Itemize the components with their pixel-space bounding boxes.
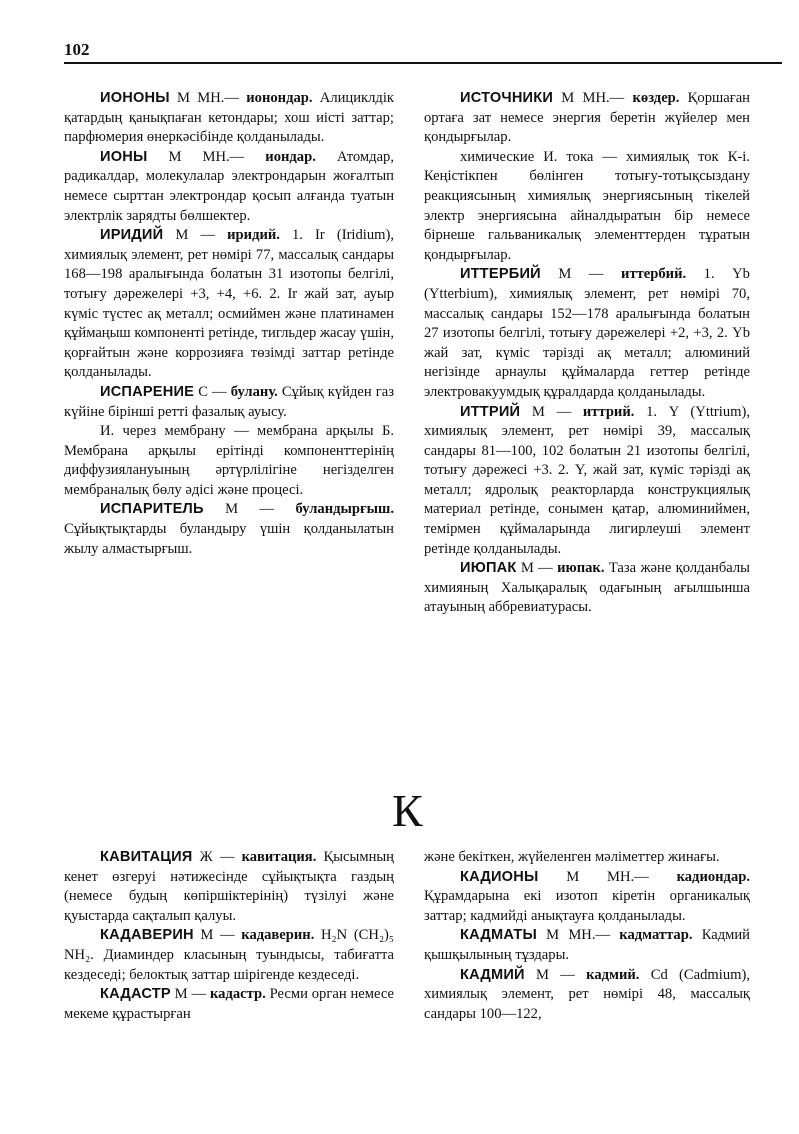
entry-definition: химические И. тока — химиялық ток К-і. Кеңістікпен бөлінген тотығу-тотықсыздану реакциясының химиялық энергиясының тікелей электр энергиясына айналдыратын бір немесе бірнеше гальваникалық элементтерден тұратын қондырғылар. — [424, 148, 750, 263]
entry-headword: КАВИТАЦИЯ — [100, 849, 193, 865]
entry-translation: иондар. — [244, 148, 316, 165]
entry-grammar: М — — [203, 501, 275, 518]
entry-translation: иттербий. — [603, 266, 687, 283]
dictionary-entry — [424, 148, 750, 266]
entry-headword: ИРИДИЙ — [100, 227, 164, 244]
entry-definition: Алициклдік қатардың қанықпаған кетондары; хош иісті заттар; парфюмерия өнеркәсібінде қолданылады. — [64, 90, 394, 146]
entry-definition: H₂N (CH₂)₅ NH₂. Диаминдер класының туындысы, табиғатта кездеседі; белоктық заттар шірігенде кездеседі. — [64, 927, 394, 983]
entry-definition: Атомдар, радикалдар, молекулалар электрондарын жоғалтып немесе сырттан электрондар қосып алғанда туатын электрлік зарядты бөлшектер. — [64, 148, 394, 224]
entry-translation: июпак. — [552, 560, 605, 577]
dictionary-entry — [64, 226, 394, 383]
entry-headword: ИСТОЧНИКИ — [460, 90, 554, 106]
entry-headword: КАДАВЕРИН — [100, 927, 194, 944]
entry-definition: И. через мембрану — мембрана арқылы Б. Мембрана арқылы ерітінді компоненттерінің диффузиялануының әртүрлілігіне негізделген мембраналық бөлу әдісі және процесі. — [64, 423, 394, 498]
entry-definition: Сұйықтықтарды буландыру үшін қолданылатын жылу алмастырғыш. — [64, 521, 394, 557]
entry-grammar: М — — [540, 266, 604, 283]
entry-definition: Қоршаған ортаға зат немесе энергия беретін жүйелер мен қондырғылар. — [424, 90, 750, 146]
entry-definition: Сұйық күйден газ күйіне бірінші ретті фазалық ауысу. — [64, 383, 395, 420]
page-number: 102 — [64, 40, 90, 59]
dictionary-entry — [424, 966, 750, 1025]
dictionary-entry — [64, 422, 394, 500]
entry-headword: ИОНОНЫ — [100, 90, 170, 106]
entry-headword: КАДАСТР — [100, 986, 171, 1003]
entry-grammar: М — — [170, 986, 207, 1003]
entry-translation: кадмий. — [574, 966, 640, 983]
entry-grammar: М МН.— — [147, 148, 245, 165]
entry-grammar: Ж — — [192, 849, 235, 865]
entry-headword: КАДИОНЫ — [460, 868, 539, 885]
entry-definition: және бекіткен, жүйеленген мәліметтер жинағы. — [424, 849, 720, 865]
dictionary-entry — [424, 89, 750, 148]
entry-definition: 1. Yb (Ytterbium), химиялық элемент, рет нөмірі 70, массалық сандары 152—178 аралығында болатын 27 изотопы белгілі, тотығу дәрежелері +2, +3, 2. Yb жай зат, күміс тәрізді ақ металл; алюминий негізінде арнаулы құймаларда геттер ретінде электровакуумдық құралдарда қолданылады. — [424, 266, 750, 400]
entry-grammar: С — — [194, 383, 227, 400]
left-column — [64, 89, 394, 559]
entry-grammar: М — — [516, 560, 553, 577]
entry-definition: 1. Y (Yttrium), химиялық элемент, рет нөмірі 39, массалық сандары 81—100, 102 болатын 21 изотопы белгілі, тотығу дәрежесі +3. 2. Y, жай зат, күміс тәрізді ақ металл; ядролық реакторларда конструкциялық материал ретінде, сонымен қатар, алюминиймен, темірмен құймаларында лигирлеуші элемент ретінде қолданылады. — [424, 403, 751, 557]
entry-definition: Құрамдарына екі изотоп кіретін органикалық заттар; кадмийді анықтауға қолданылады. — [424, 888, 750, 924]
dictionary-entry — [64, 985, 394, 1024]
entry-headword: ИСПАРИТЕЛЬ — [100, 501, 204, 518]
entry-grammar: М МН.— — [169, 90, 240, 106]
right-column — [424, 89, 750, 618]
entry-grammar: М — — [520, 403, 572, 420]
entry-translation: ионондар. — [239, 90, 313, 106]
dictionary-entry — [64, 148, 394, 226]
dictionary-entry — [64, 500, 394, 559]
dictionary-entry — [424, 403, 750, 560]
entry-definition: Қысымның кенет өзгеруі нәтижесінде сұйықтықта газдың (немесе будың көпіршіктерінің) түзілуі және қуыстарда сақталып қалуы. — [64, 849, 394, 924]
dictionary-entry — [424, 848, 750, 868]
entry-headword: ИТТЕРБИЙ — [460, 266, 541, 283]
entry-translation: көздер. — [624, 90, 680, 106]
entry-headword: КАДМАТЫ — [460, 927, 537, 944]
entry-headword: ИЮПАК — [460, 560, 517, 577]
entry-headword: ИСПАРЕНИЕ — [100, 383, 195, 400]
dictionary-entry — [64, 89, 394, 148]
entry-grammar: М МН.— — [536, 927, 611, 944]
entry-translation: иттрий. — [571, 403, 635, 420]
dictionary-entry — [424, 265, 750, 402]
left-column-section-k — [64, 848, 394, 1024]
entry-translation: кадиондар. — [648, 868, 751, 885]
entry-headword: ИТТРИЙ — [460, 403, 521, 420]
entry-definition: Ресми орган немесе мекеме құрастырған — [64, 986, 394, 1022]
entry-translation: кадматтар. — [610, 927, 693, 944]
dictionary-entry — [64, 926, 394, 985]
entry-grammar: М МН.— — [553, 90, 625, 106]
right-column-section-k — [424, 848, 750, 1024]
header-rule — [64, 62, 782, 64]
entry-definition: Таза және қолданбалы химияның Халықаралық одағының ағылшынша атауының аббревиатурасы. — [424, 560, 750, 616]
dictionary-entry — [424, 868, 750, 927]
section-letter: К — [392, 785, 423, 836]
entry-headword: ИОНЫ — [100, 148, 148, 165]
entry-translation: буландырғыш. — [274, 501, 394, 518]
dictionary-entry — [424, 926, 750, 965]
entry-translation: иридий. — [215, 227, 280, 244]
entry-translation: кадаверин. — [234, 927, 315, 944]
entry-grammar: М — — [163, 227, 216, 244]
dictionary-entry — [64, 848, 394, 926]
entry-translation: кадастр. — [206, 986, 266, 1003]
entry-translation: булану. — [226, 383, 278, 400]
entry-grammar: М — — [193, 927, 235, 944]
entry-definition: Cd (Cadmium), химиялық элемент, рет нөмірі 48, массалық сандары 100—122, — [424, 966, 750, 1022]
entry-headword: КАДМИЙ — [460, 966, 525, 983]
dictionary-entry — [64, 383, 394, 422]
dictionary-entry — [424, 559, 750, 618]
entry-grammar: М — — [524, 966, 575, 983]
entry-translation: кавитация. — [234, 849, 317, 865]
entry-definition: 1. Ir (Iridium), химиялық элемент, рет нөмірі 77, массалық сандары 168—198 аралығында болатын 31 изотопы белгілі, тотығу дәрежелері +3, +4, +6. 2. Ir жай зат, ауыр күміс түстес ақ металл; осмиймен және платинамен құймаңыш компоненті ретінде, тигльдер жасау үшін, қорғайтын және коррозияға төзімді заттар ретінде қолданылады. — [64, 227, 394, 381]
entry-grammar: М МН.— — [538, 868, 649, 885]
entry-definition: Кадмий қышқылының тұздары. — [424, 927, 750, 963]
